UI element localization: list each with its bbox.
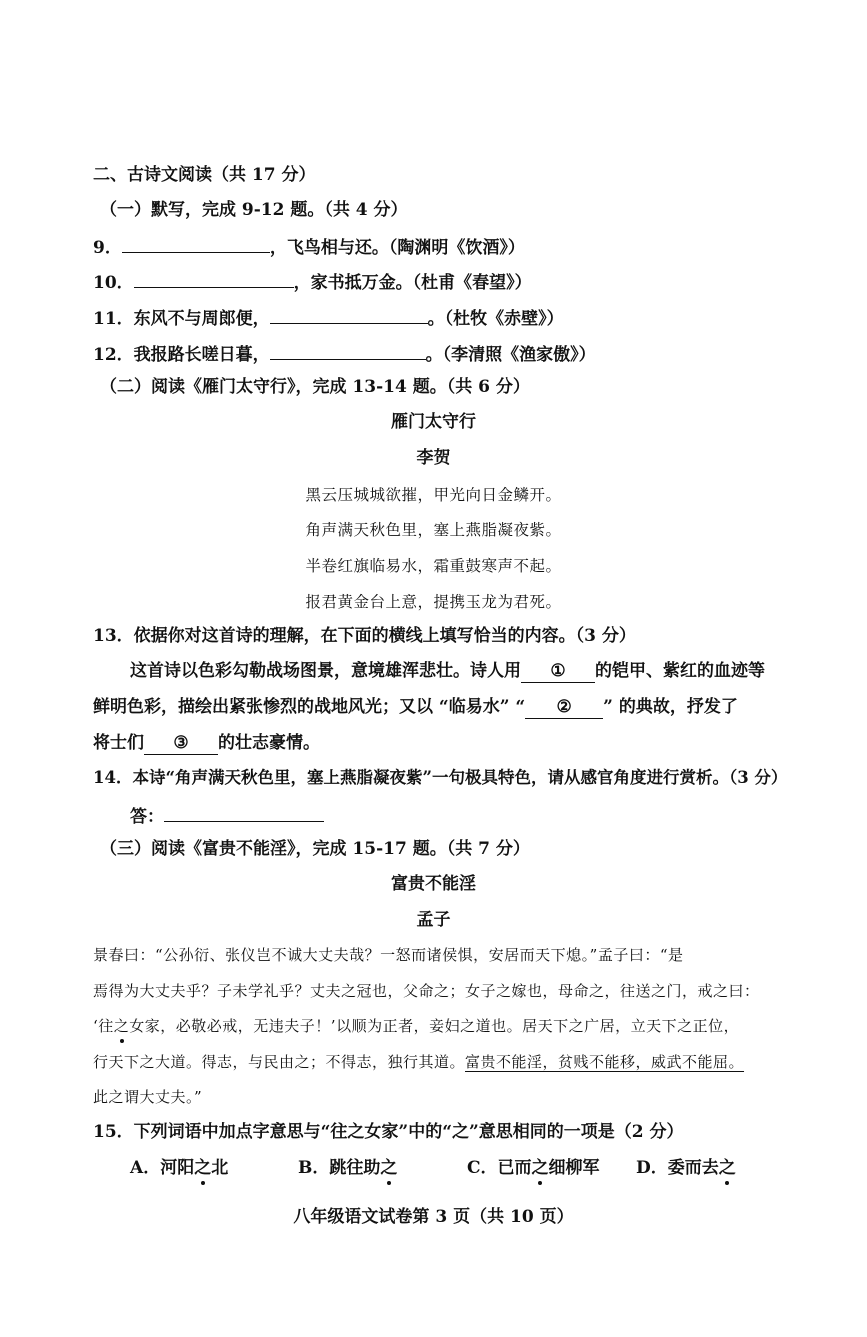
q9-answer-blank[interactable]: [122, 234, 270, 253]
q15-option-d[interactable]: [636, 1157, 736, 1179]
q11-suffix: 。（杜牧《赤壁》）: [427, 309, 564, 329]
question-9: [93, 234, 525, 259]
q15-option-b[interactable]: [298, 1157, 397, 1179]
part3-title: （三）阅读《富贵不能淫》，完成 15-17 题。（共 7 分）: [100, 839, 530, 859]
option-text: 北: [211, 1158, 229, 1178]
emphasis-dot-char: 之: [194, 1158, 212, 1178]
q13-paragraph-line2: [93, 696, 738, 719]
q15-stem: 15．下列词语中加点字意思与“往之女家”中的“之”意思相同的一项是（2 分）: [93, 1122, 684, 1142]
option-text: A．河阳: [130, 1158, 195, 1178]
q13-blank-3[interactable]: ③: [144, 732, 218, 755]
q13-blank-2[interactable]: ②: [525, 696, 603, 719]
poem-author: 李贺: [416, 448, 451, 468]
poem-line: 黑云压城城欲摧，甲光向日金鳞开。: [305, 486, 562, 504]
q15-option-c[interactable]: [467, 1157, 600, 1179]
q13-paragraph-line1: [130, 660, 765, 683]
option-text: B．跳往助: [298, 1158, 381, 1178]
emphasis-dot-char: 之: [113, 1017, 130, 1035]
prose-text: ‘往: [93, 1017, 114, 1035]
poem-line: 角声满天秋色里，塞上燕脂凝夜紫。: [305, 521, 562, 539]
option-text: C．已而: [467, 1158, 532, 1178]
part2-title: （二）阅读《雁门太守行》，完成 13-14 题。（共 6 分）: [100, 377, 530, 397]
prose-line: 此之谓大丈夫。”: [93, 1088, 203, 1106]
q12-suffix: 。（李清照《渔家傲》）: [425, 345, 596, 365]
q13-text: ” 的典故，抒发了: [603, 697, 738, 717]
prose-title: 富贵不能淫: [391, 874, 476, 894]
part1-title: （一）默写，完成 9-12 题。（共 4 分）: [100, 200, 408, 220]
q15-option-a[interactable]: [130, 1157, 228, 1179]
emphasis-dot-char: 之: [718, 1158, 736, 1178]
prose-line: [93, 1051, 744, 1073]
q13-text: 的铠甲、紫红的血迹等: [595, 661, 765, 681]
poem-title: 雁门太守行: [391, 412, 476, 432]
answer-label: 答：: [130, 807, 164, 827]
q13-text: 将士们: [93, 733, 144, 753]
poem-line: 半卷红旗临易水，霜重鼓寒声不起。: [305, 557, 562, 575]
option-text: 细柳军: [548, 1158, 600, 1178]
poem-line: 报君黄金台上意，提携玉龙为君死。: [305, 593, 562, 611]
prose-text: 女家，必敬必戒，无违夫子！’以顺为正者，妾妇之道也。居天下之广居，立天下之正位，: [129, 1017, 740, 1035]
q14-stem: 14．本诗“角声满天秋色里，塞上燕脂凝夜紫”一句极具特色，请从感官角度进行赏析。（3 分）: [93, 768, 788, 787]
q10-number: 10．: [93, 273, 134, 293]
q14-answer-blank[interactable]: [164, 803, 324, 822]
q12-prefix: 12．我报路长嗟日暮，: [93, 345, 270, 365]
question-11: [93, 305, 564, 330]
prose-line: 景春曰：“公孙衍、张仪岂不诚大丈夫哉？一怒而诸侯惧，安居而天下熄。”孟子曰：“是: [93, 946, 684, 964]
q11-prefix: 11．东风不与周郎便，: [93, 309, 270, 329]
q10-text: ，家书抵万金。（杜甫《春望》）: [293, 273, 532, 293]
q13-blank-1[interactable]: ①: [521, 660, 595, 683]
emphasis-dot-char: 之: [531, 1158, 549, 1178]
q13-stem: 13．依据你对这首诗的理解，在下面的横线上填写恰当的内容。（3 分）: [93, 626, 636, 646]
underlined-sentence: 富贵不能淫，贫贱不能移，威武不能屈。: [465, 1053, 745, 1071]
prose-author: 孟子: [416, 910, 451, 930]
q13-text: 的壮志豪情。: [218, 733, 320, 753]
prose-text: 行天下之大道。得志，与民由之；不得志，独行其道。: [93, 1053, 466, 1071]
prose-line: 焉得为大丈夫乎？子未学礼乎？丈夫之冠也，父命之；女子之嫁也，母命之，往送之门，戒之曰：: [93, 982, 760, 1000]
q9-number: 9．: [93, 238, 122, 258]
q14-answer: [130, 803, 324, 828]
q10-answer-blank[interactable]: [134, 269, 294, 288]
question-12: [93, 341, 596, 366]
question-10: [93, 269, 532, 294]
option-text: D．委而去: [636, 1158, 719, 1178]
q9-text: ，飞鸟相与还。（陶渊明《饮酒》）: [269, 238, 525, 258]
q11-answer-blank[interactable]: [270, 305, 428, 324]
prose-line: [93, 1015, 739, 1037]
q13-paragraph-line3: [93, 732, 320, 755]
q13-text: 这首诗以色彩勾勒战场图景，意境雄浑悲壮。诗人用: [130, 661, 521, 681]
q13-text: 鲜明色彩，描绘出紧张惨烈的战地风光；又以 “临易水” “: [93, 697, 526, 717]
emphasis-dot-char: 之: [380, 1158, 398, 1178]
page-footer: 八年级语文试卷第 3 页（共 10 页）: [293, 1207, 574, 1227]
q12-answer-blank[interactable]: [270, 341, 426, 360]
section-title: 二、古诗文阅读（共 17 分）: [93, 165, 316, 185]
